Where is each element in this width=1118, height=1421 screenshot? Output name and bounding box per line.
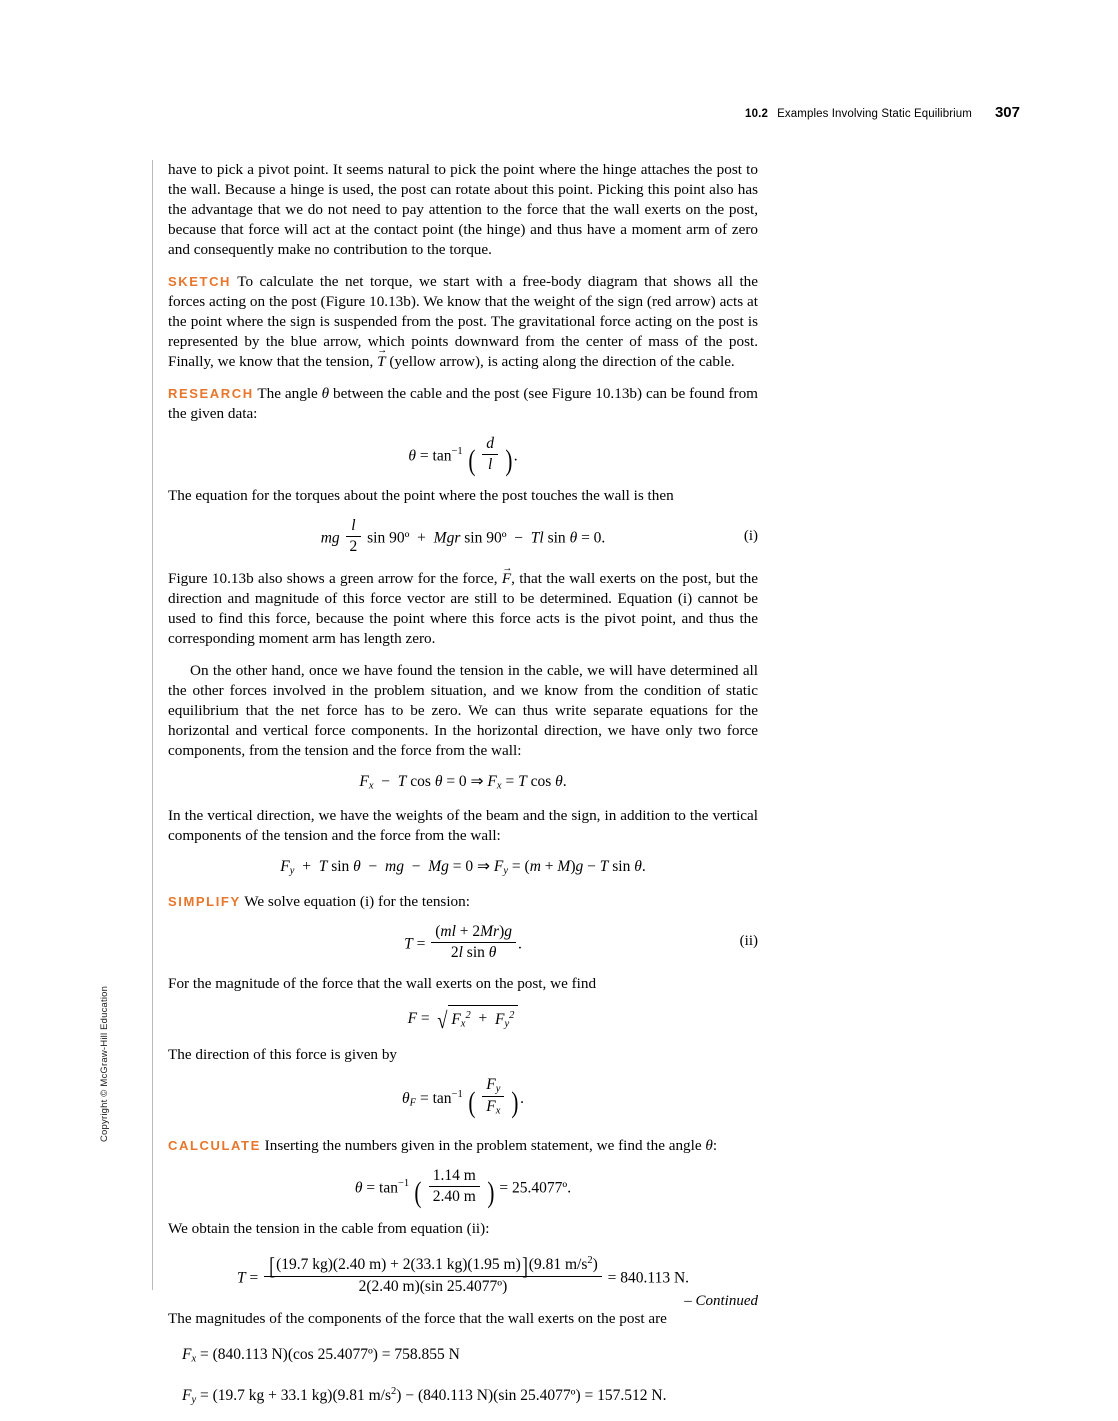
paragraph-green-arrow — [168, 569, 758, 649]
label-calculate: CALCULATE — [168, 1138, 261, 1154]
equation-theta-definition: $\theta = \tan^{-1}$ ( $\frac{d}{l}$ ). — [408, 434, 518, 477]
calculate-text: Inserting the numbers given in the problem statement, we find the angle — [264, 1137, 702, 1155]
value-half-length: 1.95 m — [472, 1255, 516, 1273]
label-research: RESEARCH — [168, 385, 254, 401]
vector-F-symbol: F → — [502, 569, 511, 589]
equation-fx-numeric: $F_x = (840.113$ N)(cos 25.4077º) = 758.855 N — [182, 1346, 460, 1366]
theta-symbol-2: θ — [705, 1137, 713, 1155]
body-column — [168, 160, 758, 1421]
running-head — [745, 104, 1020, 121]
value-gravity: 9.81 m/s — [533, 1255, 588, 1273]
theta-symbol: θ — [321, 384, 330, 402]
label-simplify: SIMPLIFY — [168, 893, 241, 909]
sketch-text: To calculate the net torque, we start with a free-body diagram that shows all the forces acting on the post (Figure 10.13b). We know that the weight of the sign (red arrow) acts at the point where the sign is suspended from the post. The gravitational force acting on the post is represented by the blue arrow, which points downward from the center of mass of the post. Finally, we know that the tension, — [168, 272, 758, 370]
value-mass-sign: 19.7 kg — [281, 1255, 328, 1273]
value-fx: 758.855 N — [394, 1346, 460, 1364]
equation-tension-solution: T = $\frac{(ml + 2Mr)g}{\text{2l sin θ}}$ . (ii) — [404, 922, 758, 961]
research-text-mid: between the cable and the post (see Figure 10.13b) can be found from the given data: — [168, 384, 758, 422]
paragraph-intro: have to pick a pivot point. It seems natural to pick the point where the hinge attaches the post to the wall. Because a hinge is used, the post can rotate about this point. Picking this point also has the advantage that we do not need to pay attention to the force that the wall exerts on the post, because that force will act at the contact point (the hinge) and thus have a moment arm of zero and consequently make no contribution to the torque. — [168, 161, 758, 258]
value-d: 1.14 m — [429, 1167, 480, 1187]
paragraph-calculate: CALCULATE Inserting the numbers given in the problem statement, we find the angle θ: — [168, 1137, 718, 1155]
continued-note: – Continued — [684, 1293, 758, 1309]
equation-force-magnitude: F = √ $F_x^2 + F_y^2$ — [168, 1005, 758, 1031]
equation-torque-balance: mg $\frac{l}{2}$ sin 90º + Mgr sin 90º − Tl sin θ = 0. (i) — [320, 517, 758, 556]
equation-theta-numeric: $\theta = \tan^{-1}$ ( $\frac{1.14 m}{2.40 m}$ ) = 25.4077º. — [354, 1167, 572, 1209]
value-mass-post: 33.1 kg — [415, 1255, 463, 1273]
header-section-title: Examples Involving Static Equilibrium — [777, 108, 972, 120]
paragraph-direction-lead: The direction of this force is given by — [168, 1045, 398, 1063]
equation-tag-ii: (ii) — [739, 933, 758, 950]
value-length-post: 2.40 m — [338, 1255, 382, 1273]
green-arrow-text-pre: Figure 10.13b also shows a green arrow for the force, — [168, 570, 498, 588]
equation-horizontal-components: $F_x - T$ cos θ = 0 ⇒ $F_x = T$ cos θ. — [359, 772, 567, 792]
copyright-notice: Copyright © McGraw-Hill Education — [99, 985, 110, 1142]
equation-fy-numeric: $F_y = (19.7$ kg + 33.1 kg)(9.81 $m/s^2) - (840.113$ N)(sin 25.4077º) = 157.512 N. — [182, 1385, 667, 1406]
paragraph-vertical-lead: In the vertical direction, we have the weights of the beam and the sign, in addition to the vertical components of the tension and the force from the wall: — [168, 807, 758, 845]
value-tension: 840.113 N — [620, 1269, 686, 1287]
equation-vertical-components: $F_y + T$ sin θ − mg − Mg = 0 ⇒ $F_y = (m + M)g - T$ sin θ. — [280, 858, 646, 877]
label-sketch: SKETCH — [168, 273, 232, 289]
paragraph-components-lead: The magnitudes of the components of the force that the wall exerts on the post are — [168, 1310, 667, 1328]
equation-tag-i: (i) — [743, 527, 758, 544]
equation-force-direction: $\theta_F = \tan^{-1}$ ( $\frac{F_y}{F_x}$ ). — [402, 1075, 524, 1120]
simplify-text: We solve equation (i) for the tension: — [244, 892, 470, 910]
paragraph-torque-lead: The equation for the torques about the point where the post touches the wall is then — [168, 487, 674, 505]
paragraph-tension-lead: We obtain the tension in the cable from equation (ii): — [168, 1219, 490, 1237]
header-section-number: 10.2 — [744, 108, 769, 120]
paragraph-magnitude-lead: For the magnitude of the force that the wall exerts on the post, we find — [168, 975, 597, 993]
vector-T-symbol: T → — [377, 352, 385, 372]
paragraph-research — [168, 384, 758, 424]
vertical-rule — [152, 160, 153, 1290]
paragraph-other-hand: On the other hand, once we have found the tension in the cable, we will have determined all the other forces involved in the problem situation, and we know from the condition of static equilibrium that the net force has to be zero. We can thus write separate equations for the horizontal and vertical force components. In the horizontal direction, we have only two force components, from the tension and the force from the wall: — [168, 661, 758, 759]
page-number: 307 — [994, 104, 1020, 121]
paragraph-sketch — [168, 272, 758, 372]
equation-tension-numeric: T = $\frac{[(19.7 kg)(2.40 m) + 2(33.1 kg)(1.95 m)](9.81 m/s^2)}{\text{2(2.40 m)(sin 25.4077º)}}$ = 840.113 N. — [236, 1254, 690, 1295]
paragraph-simplify — [168, 892, 758, 912]
sketch-text-tail: (yellow arrow), is acting along the direction of the cable. — [389, 352, 735, 370]
research-text-pre: The angle — [257, 384, 318, 402]
value-fy: 157.512 N — [597, 1387, 663, 1405]
value-l: 2.40 m — [432, 1187, 476, 1205]
green-arrow-text-post: , that the wall exerts on the post, but the direction and magnitude of this force vector are still to be determined. Equation (i) cannot be used to find this force, because the point where this force acts is the pivot point, and thus the corresponding moment arm has length zero. — [168, 570, 759, 647]
value-theta: 25.4077º — [512, 1179, 568, 1197]
